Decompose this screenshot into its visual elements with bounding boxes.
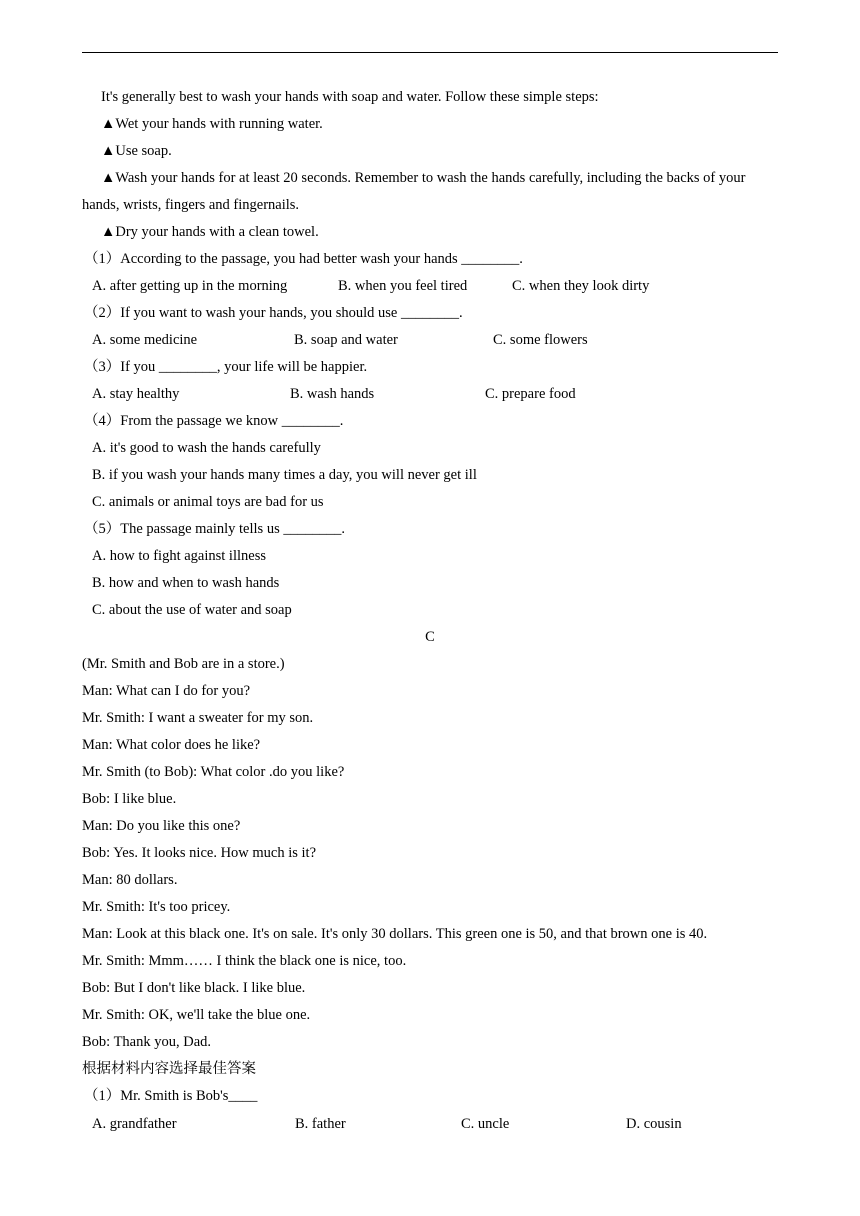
question-4-stem: （4）From the passage we know ________. <box>84 413 344 429</box>
question-2-option-b: B. soap and water <box>294 332 398 348</box>
section-c-question-1-stem: （1）Mr. Smith is Bob's____ <box>84 1088 258 1104</box>
question-2-option-a: A. some medicine <box>92 332 198 348</box>
section-c-question-1-option-b: B. father <box>295 1116 346 1132</box>
dialogue-line: Man: What can I do for you? <box>82 683 251 699</box>
dialogue-line: Mr. Smith: I want a sweater for my son. <box>82 710 314 726</box>
dialogue-line: Mr. Smith: OK, we'll take the blue one. <box>82 1007 311 1023</box>
passage-intro: It's generally best to wash your hands with soap and water. Follow these simple steps: <box>101 89 599 105</box>
question-1-option-a: A. after getting up in the morning <box>92 278 288 294</box>
question-2-option-c: C. some flowers <box>493 332 588 348</box>
dialogue-line: Mr. Smith: It's too pricey. <box>82 899 231 915</box>
question-4-option-c: C. animals or animal toys are bad for us <box>92 494 324 510</box>
question-4-option-b: B. if you wash your hands many times a day, you will never get ill <box>92 467 477 483</box>
header-rule <box>82 52 778 53</box>
question-5-option-a: A. how to fight against illness <box>92 548 266 564</box>
section-c-instruction: 根据材料内容选择最佳答案 <box>82 1061 256 1077</box>
question-3-option-c: C. prepare food <box>485 386 576 402</box>
dialogue-line: Man: What color does he like? <box>82 737 261 753</box>
section-c-heading: C <box>425 629 435 645</box>
step-2: ▲Use soap. <box>101 143 172 159</box>
dialogue-line: Mr. Smith: Mmm…… I think the black one is nice, too. <box>82 953 407 969</box>
section-c-question-1-option-d: D. cousin <box>626 1116 682 1132</box>
question-4-option-a: A. it's good to wash the hands carefully <box>92 440 321 456</box>
dialogue-line: Bob: But I don't like black. I like blue. <box>82 980 306 996</box>
dialogue-line: Bob: Yes. It looks nice. How much is it? <box>82 845 317 861</box>
dialogue-line: Man: 80 dollars. <box>82 872 178 888</box>
question-3-option-b: B. wash hands <box>290 386 375 402</box>
dialogue-line: Mr. Smith (to Bob): What color .do you like? <box>82 764 345 780</box>
question-5-stem: （5）The passage mainly tells us ________. <box>84 521 345 537</box>
dialogue-line: Man: Look at this black one. It's on sale. It's only 30 dollars. This green one is 50, and that brown one is 40. <box>82 926 708 942</box>
dialogue-line: Bob: I like blue. <box>82 791 177 807</box>
step-1: ▲Wet your hands with running water. <box>101 116 323 132</box>
question-3-option-a: A. stay healthy <box>92 386 180 402</box>
question-2-stem: （2）If you want to wash your hands, you should use ________. <box>84 305 463 321</box>
step-3-line-2: hands, wrists, fingers and fingernails. <box>82 197 300 213</box>
step-4: ▲Dry your hands with a clean towel. <box>101 224 319 240</box>
question-1-option-b: B. when you feel tired <box>338 278 468 294</box>
question-1-option-c: C. when they look dirty <box>512 278 650 294</box>
dialogue-line: Bob: Thank you, Dad. <box>82 1034 212 1050</box>
question-3-stem: （3）If you ________, your life will be happier. <box>84 359 368 375</box>
dialogue-line: Man: Do you like this one? <box>82 818 241 834</box>
question-5-option-c: C. about the use of water and soap <box>92 602 292 618</box>
step-3-line-1: ▲Wash your hands for at least 20 seconds. Remember to wash the hands carefully, including the backs of your <box>101 170 746 186</box>
section-c-question-1-option-c: C. uncle <box>461 1116 510 1132</box>
question-5-option-b: B. how and when to wash hands <box>92 575 280 591</box>
question-1-stem: （1）According to the passage, you had better wash your hands ________. <box>84 251 523 267</box>
section-c-question-1-option-a: A. grandfather <box>92 1116 177 1132</box>
dialogue-line: (Mr. Smith and Bob are in a store.) <box>82 656 285 672</box>
